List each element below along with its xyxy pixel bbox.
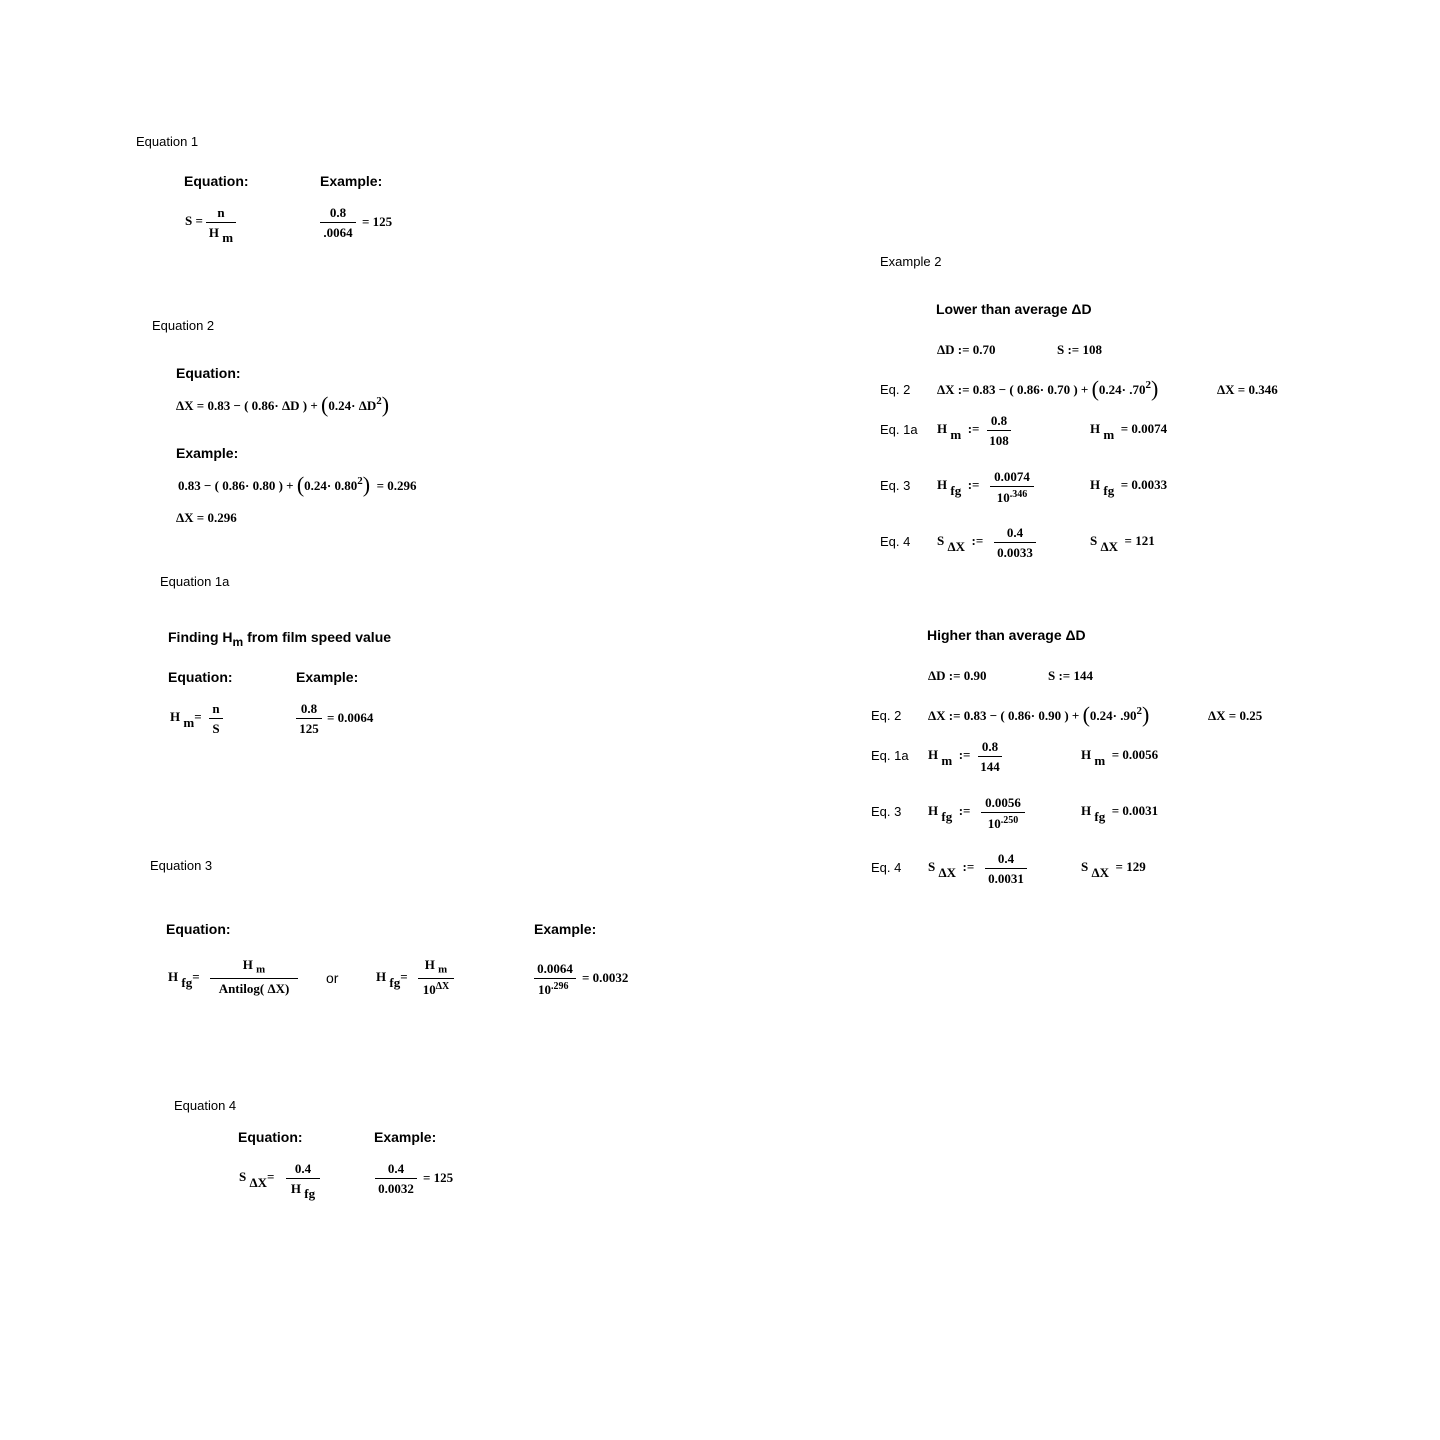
equation-4-fraction (286, 1161, 320, 1203)
fraction-bar (209, 718, 223, 719)
equation-4-example-numerator: 0.4 (387, 1161, 405, 1176)
higher-sdx-result: S $_{\Delta X}$ = 129 (1081, 859, 1146, 880)
equation-2-formula: ΔX = 0.83 − ( 0.86· ΔD ) + $(0.24\cdot \Delta D^2)$ (176, 392, 390, 417)
equation-1a-lhs: H $_m$= (170, 709, 202, 730)
example-2-title: Example 2 (880, 254, 942, 269)
lower-sdx-lhs: S $_{\Delta X}$ := (937, 533, 984, 554)
fraction-bar (375, 1178, 417, 1179)
fraction-bar (534, 978, 576, 979)
lower-eq2-tag: Eq. 2 (880, 382, 911, 397)
equation-1a-fraction (209, 701, 223, 741)
lower-delta-d-assign: ΔD := 0.70 (937, 342, 996, 357)
higher-hfg-denominator: $10^{.250}$ (987, 815, 1019, 831)
equation-1a-example-numerator: 0.8 (300, 701, 318, 716)
higher-heading: Higher than average ΔD (927, 627, 1086, 643)
lower-hm-numerator: 0.8 (990, 413, 1008, 428)
equation-1a-example-fraction (296, 701, 322, 741)
lower-hfg-denominator: $10^{.346}$ (996, 489, 1028, 505)
fraction-bar (210, 978, 298, 979)
fraction-bar (286, 1178, 320, 1179)
higher-s-assign: S := 144 (1048, 668, 1093, 683)
lower-sdx-result: S $_{\Delta X}$ = 121 (1090, 533, 1155, 554)
equation-3-example-numerator: 0.0064 (537, 961, 573, 976)
lower-sdx-numerator: 0.4 (1006, 525, 1024, 540)
fraction-bar (987, 430, 1011, 431)
higher-eq3-tag: Eq. 3 (871, 804, 902, 819)
higher-eq2-formula: ΔX := 0.83 − ( 0.86· 0.90 ) + $(0.24\cdot .90^2)$ (928, 702, 1150, 727)
equation-2-equation-label: Equation: (176, 365, 241, 381)
equation-1a-example-result: = 0.0064 (327, 710, 374, 725)
equation-3-lhs-alt: H $_{fg}$= (376, 969, 408, 990)
lower-s-assign: S := 108 (1057, 342, 1102, 357)
equation-1-example-result: = 125 (362, 214, 393, 229)
higher-hfg-lhs: H $_{fg}$ := (928, 803, 971, 824)
equation-3-numerator-alt: H $_m$ (424, 957, 448, 976)
equation-3-example-result: = 0.0032 (582, 970, 629, 985)
equation-1-title: Equation 1 (136, 134, 199, 149)
higher-eq2-result: ΔX = 0.25 (1208, 708, 1263, 723)
fraction-bar (320, 222, 356, 223)
higher-hfg-fraction (981, 795, 1025, 839)
equation-3-title: Equation 3 (150, 858, 213, 873)
fraction-bar (994, 542, 1036, 543)
equation-4-example-fraction (375, 1161, 417, 1203)
equation-3-or: or (326, 970, 339, 986)
higher-eq2-tag: Eq. 2 (871, 708, 902, 723)
equation-4-title: Equation 4 (174, 1098, 237, 1113)
equation-1-example-label: Example: (320, 173, 383, 189)
equation-4-numerator: 0.4 (294, 1161, 312, 1176)
equation-1a-example-label: Example: (296, 669, 359, 685)
equation-4-lhs: S $_{\Delta X}$= (239, 1169, 275, 1190)
lower-hm-lhs: H $_m$ := (937, 421, 980, 442)
fraction-bar (985, 868, 1027, 869)
equation-2-example: 0.83 − ( 0.86· 0.80 ) + $(0.24\cdot 0.80^2) = 0.296$ (178, 472, 417, 497)
higher-hm-result: H $_m$ = 0.0056 (1081, 747, 1159, 768)
equation-1-equation-label: Equation: (184, 173, 249, 189)
lower-hfg-lhs: H $_{fg}$ := (937, 477, 980, 498)
equation-4-equation-label: Equation: (238, 1129, 303, 1145)
lower-eq1a-tag: Eq. 1a (880, 422, 918, 437)
equation-3-denominator-power: $10^{\Delta X}$ (422, 981, 450, 997)
equation-2-title: Equation 2 (152, 318, 215, 333)
lower-sdx-denominator: 0.0033 (997, 545, 1033, 560)
equation-3-numerator: H $_m$ (242, 957, 266, 976)
higher-sdx-lhs: S $_{\Delta X}$ := (928, 859, 975, 880)
equation-1-example-fraction (320, 205, 356, 245)
higher-hm-fraction (978, 739, 1002, 781)
lower-hm-fraction (987, 413, 1011, 455)
equation-1a-title: Equation 1a (160, 574, 230, 589)
equation-1a-example-denominator: 125 (299, 721, 319, 736)
equation-3-fraction-power (418, 957, 454, 999)
lower-hm-result: H $_m$ = 0.0074 (1090, 421, 1168, 442)
lower-sdx-fraction (994, 525, 1036, 567)
equation-1-fraction (206, 205, 236, 245)
lower-eq2-result: ΔX = 0.346 (1217, 382, 1278, 397)
equation-3-example-label: Example: (534, 921, 597, 937)
equation-1-lhs: S = (185, 213, 203, 228)
higher-delta-d-assign: ΔD := 0.90 (928, 668, 987, 683)
equation-4-example-label: Example: (374, 1129, 437, 1145)
fraction-bar (206, 222, 236, 223)
equation-1-example-numerator: 0.8 (329, 205, 347, 220)
fraction-bar (981, 812, 1025, 813)
equation-3-example-denominator: $10^{.296}$ (538, 981, 569, 997)
higher-hfg-result: H $_{fg}$ = 0.0031 (1081, 803, 1159, 824)
equation-3-fraction-antilog (210, 957, 298, 999)
higher-hm-lhs: H $_m$ := (928, 747, 971, 768)
higher-sdx-fraction (985, 851, 1027, 893)
lower-hfg-fraction (990, 469, 1034, 513)
equation-1a-heading: Finding $H_m$ from film speed value (168, 629, 392, 649)
higher-sdx-numerator: 0.4 (997, 851, 1015, 866)
lower-eq3-tag: Eq. 3 (880, 478, 911, 493)
higher-hm-numerator: 0.8 (981, 739, 999, 754)
equation-4-denominator: H $_{fg}$ (290, 1181, 316, 1201)
lower-heading: Lower than average ΔD (936, 301, 1092, 317)
equation-1a-denominator: S (212, 721, 220, 736)
equation-3-denominator-antilog: Antilog( ΔX) (218, 981, 290, 996)
equation-3-equation-label: Equation: (166, 921, 231, 937)
higher-eq4-tag: Eq. 4 (871, 860, 902, 875)
lower-hfg-result: H $_{fg}$ = 0.0033 (1090, 477, 1168, 498)
lower-eq2-formula: ΔX := 0.83 − ( 0.86· 0.70 ) + $(0.24\cdot .70^2)$ (937, 376, 1159, 401)
equation-1-numerator: n (217, 205, 225, 220)
fraction-bar (296, 718, 322, 719)
fraction-bar (978, 756, 1002, 757)
equation-4-example-denominator: 0.0032 (378, 1181, 414, 1196)
lower-hfg-numerator: 0.0074 (994, 469, 1030, 484)
fraction-bar (418, 978, 454, 979)
equation-2-example-label: Example: (176, 445, 239, 461)
equation-4-example-result: = 125 (423, 1170, 454, 1185)
equation-1a-numerator: n (212, 701, 220, 716)
equation-1a-equation-label: Equation: (168, 669, 233, 685)
equation-2-result-line: ΔX = 0.296 (176, 510, 237, 525)
higher-eq1a-tag: Eq. 1a (871, 748, 909, 763)
fraction-bar (990, 486, 1034, 487)
equation-1-example-denominator: .0064 (323, 225, 353, 240)
higher-hfg-numerator: 0.0056 (985, 795, 1021, 810)
lower-hm-denominator: 108 (989, 433, 1009, 448)
equation-3-example-fraction (534, 961, 576, 1003)
equation-1-denominator: H $_m$ (208, 225, 234, 245)
lower-eq4-tag: Eq. 4 (880, 534, 911, 549)
higher-hm-denominator: 144 (980, 759, 1000, 774)
higher-sdx-denominator: 0.0031 (988, 871, 1024, 886)
equation-3-lhs: H $_{fg}$= (168, 969, 200, 990)
